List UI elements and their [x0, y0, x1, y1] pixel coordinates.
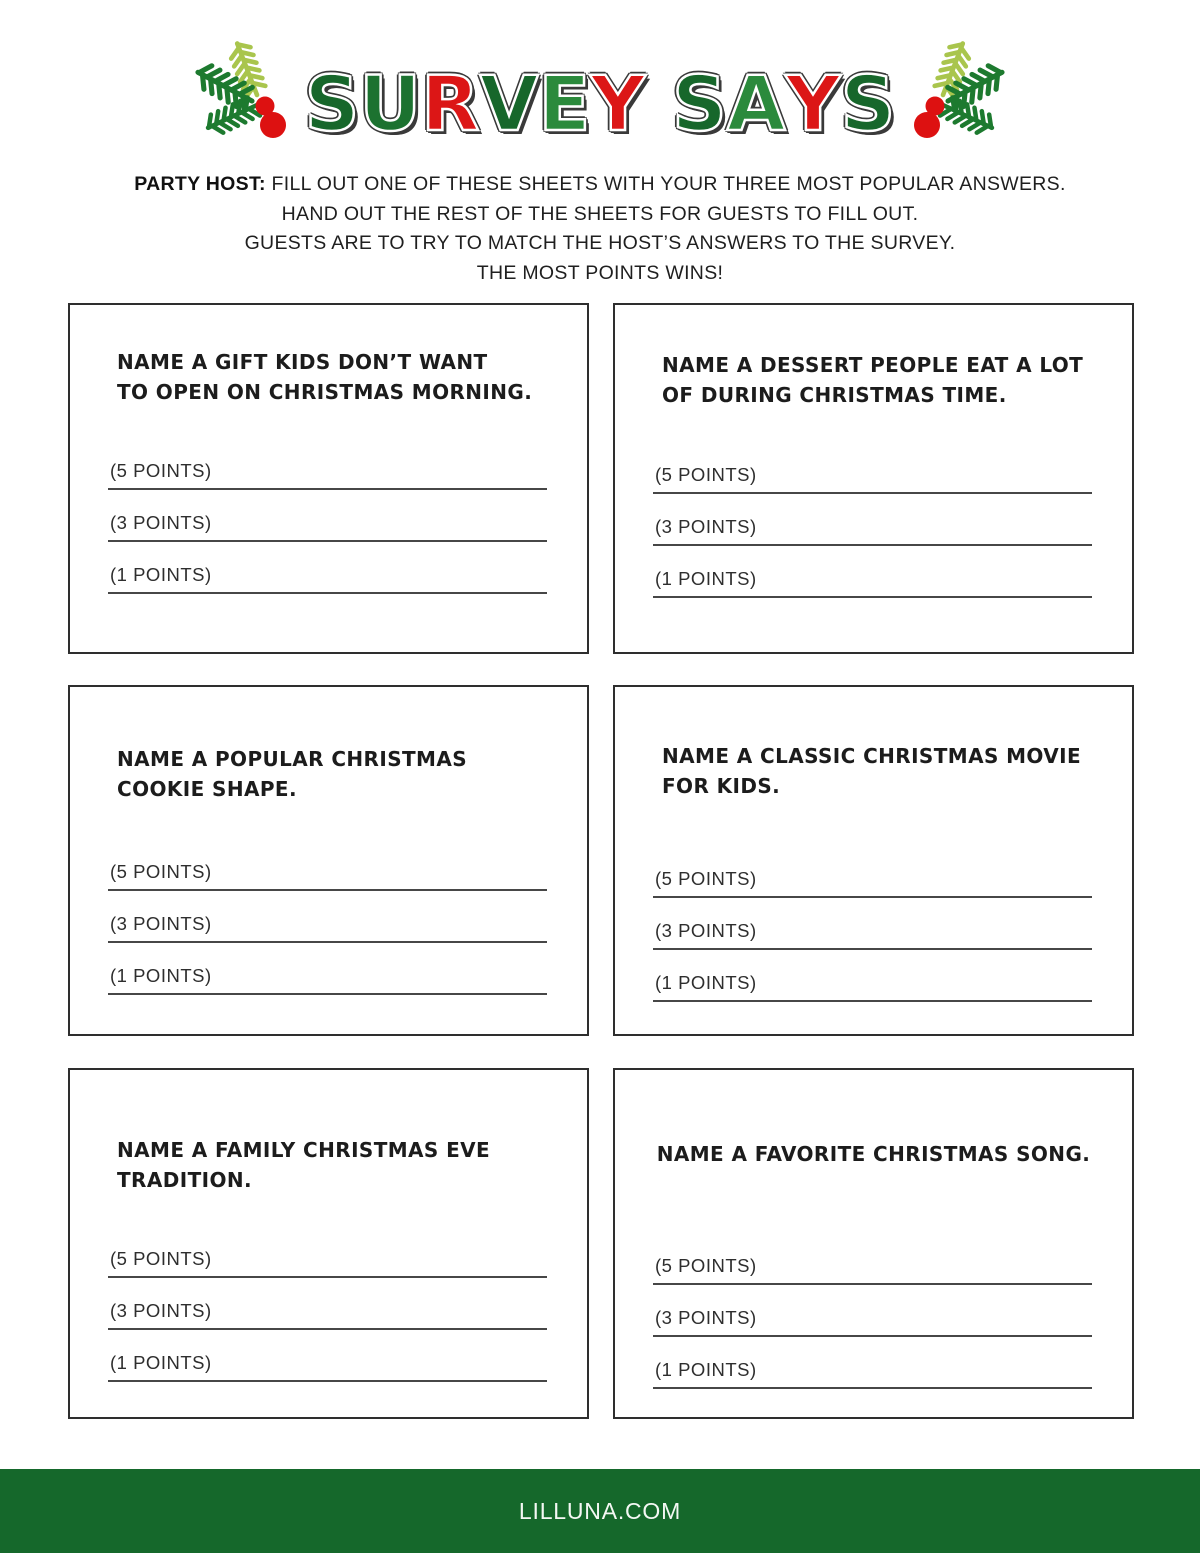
points-label: (3 POINTS)	[655, 1307, 757, 1328]
question-text	[117, 1135, 553, 1195]
title-letter: S	[671, 59, 727, 148]
holly-sprig-right-icon	[885, 38, 1015, 158]
points-label: (1 POINTS)	[655, 972, 757, 993]
answer-line-3pts[interactable]	[653, 918, 1092, 950]
points-label: (5 POINTS)	[110, 1248, 212, 1269]
answer-line-3pts[interactable]	[653, 514, 1092, 546]
instructions-line-2: HAND OUT THE REST OF THE SHEETS FOR GUESTS TO FILL OUT.	[281, 202, 919, 225]
answer-line-1pts[interactable]	[653, 970, 1092, 1002]
answer-line-5pts[interactable]	[108, 458, 547, 490]
points-label: (3 POINTS)	[655, 516, 757, 537]
title-letter	[645, 64, 671, 144]
points-label: (3 POINTS)	[655, 920, 757, 941]
points-label: (1 POINTS)	[655, 568, 757, 589]
site-credit: LILLUNA.COM	[518, 1497, 682, 1524]
answer-line-5pts[interactable]	[108, 859, 547, 891]
points-label: (1 POINTS)	[110, 1352, 212, 1373]
points-label: (1 POINTS)	[655, 1359, 757, 1380]
answer-lines	[108, 1246, 547, 1402]
question-text	[662, 741, 1098, 801]
question-card-dessert	[613, 303, 1134, 654]
title-letter: S	[304, 59, 360, 148]
question-line: NAME A FAMILY CHRISTMAS EVE	[117, 1138, 491, 1162]
question-line: NAME A CLASSIC CHRISTMAS MOVIE	[662, 744, 1082, 768]
title-letter: S	[840, 59, 896, 148]
question-card-gift	[68, 303, 589, 654]
answer-line-1pts[interactable]	[108, 1350, 547, 1382]
answer-line-5pts[interactable]	[653, 462, 1092, 494]
title-letter: V	[479, 59, 539, 148]
answer-line-5pts[interactable]	[653, 1253, 1092, 1285]
answer-line-3pts[interactable]	[108, 510, 547, 542]
question-line: OF DURING CHRISTMAS TIME.	[662, 383, 1007, 407]
points-label: (1 POINTS)	[110, 965, 212, 986]
answer-line-1pts[interactable]	[653, 566, 1092, 598]
points-label: (5 POINTS)	[110, 861, 212, 882]
points-label: (3 POINTS)	[110, 1300, 212, 1321]
question-line: NAME A FAVORITE CHRISTMAS SONG.	[656, 1142, 1091, 1166]
answer-line-1pts[interactable]	[108, 963, 547, 995]
answer-lines	[653, 1253, 1092, 1409]
instructions-line-1-text: FILL OUT ONE OF THESE SHEETS WITH YOUR THREE MOST POPULAR ANSWERS.	[271, 173, 1066, 195]
question-card-movie	[613, 685, 1134, 1036]
question-text	[117, 744, 553, 804]
title-letter: R	[421, 59, 480, 148]
points-label: (5 POINTS)	[655, 1255, 757, 1276]
question-line: NAME A DESSERT PEOPLE EAT A LOT	[662, 353, 1084, 377]
points-label: (5 POINTS)	[655, 464, 757, 485]
question-line: COOKIE SHAPE.	[117, 777, 297, 801]
answer-line-1pts[interactable]	[653, 1357, 1092, 1389]
points-label: (1 POINTS)	[110, 564, 212, 585]
instructions-line-3: GUESTS ARE TO TRY TO MATCH THE HOST’S ANSWERS TO THE SURVEY.	[244, 232, 956, 254]
instructions-line-1	[0, 170, 1200, 200]
answer-lines	[653, 866, 1092, 1022]
question-line: TO OPEN ON CHRISTMAS MORNING.	[117, 380, 533, 404]
instructions	[0, 170, 1200, 288]
question-text	[117, 347, 553, 407]
points-label: (5 POINTS)	[110, 460, 212, 481]
answer-lines	[653, 462, 1092, 618]
answer-line-5pts[interactable]	[108, 1246, 547, 1278]
answer-line-3pts[interactable]	[108, 1298, 547, 1330]
question-line: FOR KIDS.	[662, 774, 781, 798]
question-text	[662, 350, 1098, 410]
answer-line-3pts[interactable]	[108, 911, 547, 943]
title-letter: A	[726, 59, 786, 148]
question-text	[633, 1139, 1114, 1169]
title-letter: U	[359, 59, 422, 148]
question-line: NAME A POPULAR CHRISTMAS	[117, 747, 468, 771]
question-card-tradition	[68, 1068, 589, 1419]
question-line: NAME A GIFT KIDS DON’T WANT	[117, 350, 488, 374]
answer-lines	[108, 458, 547, 614]
title-letter: Y	[785, 59, 841, 148]
title-letter: E	[538, 59, 591, 148]
question-card-song	[613, 1068, 1134, 1419]
answer-line-1pts[interactable]	[108, 562, 547, 594]
answer-line-5pts[interactable]	[653, 866, 1092, 898]
question-line: TRADITION.	[117, 1168, 252, 1192]
footer-bar	[0, 1469, 1200, 1553]
points-label: (5 POINTS)	[655, 868, 757, 889]
page-title	[0, 59, 1200, 159]
answer-lines	[108, 859, 547, 1015]
question-card-cookie	[68, 685, 589, 1036]
answer-line-3pts[interactable]	[653, 1305, 1092, 1337]
party-host-label: PARTY HOST:	[134, 173, 266, 195]
title-letter: Y	[590, 59, 646, 148]
instructions-line-4: THE MOST POINTS WINS!	[476, 261, 724, 284]
points-label: (3 POINTS)	[110, 512, 212, 533]
points-label: (3 POINTS)	[110, 913, 212, 934]
